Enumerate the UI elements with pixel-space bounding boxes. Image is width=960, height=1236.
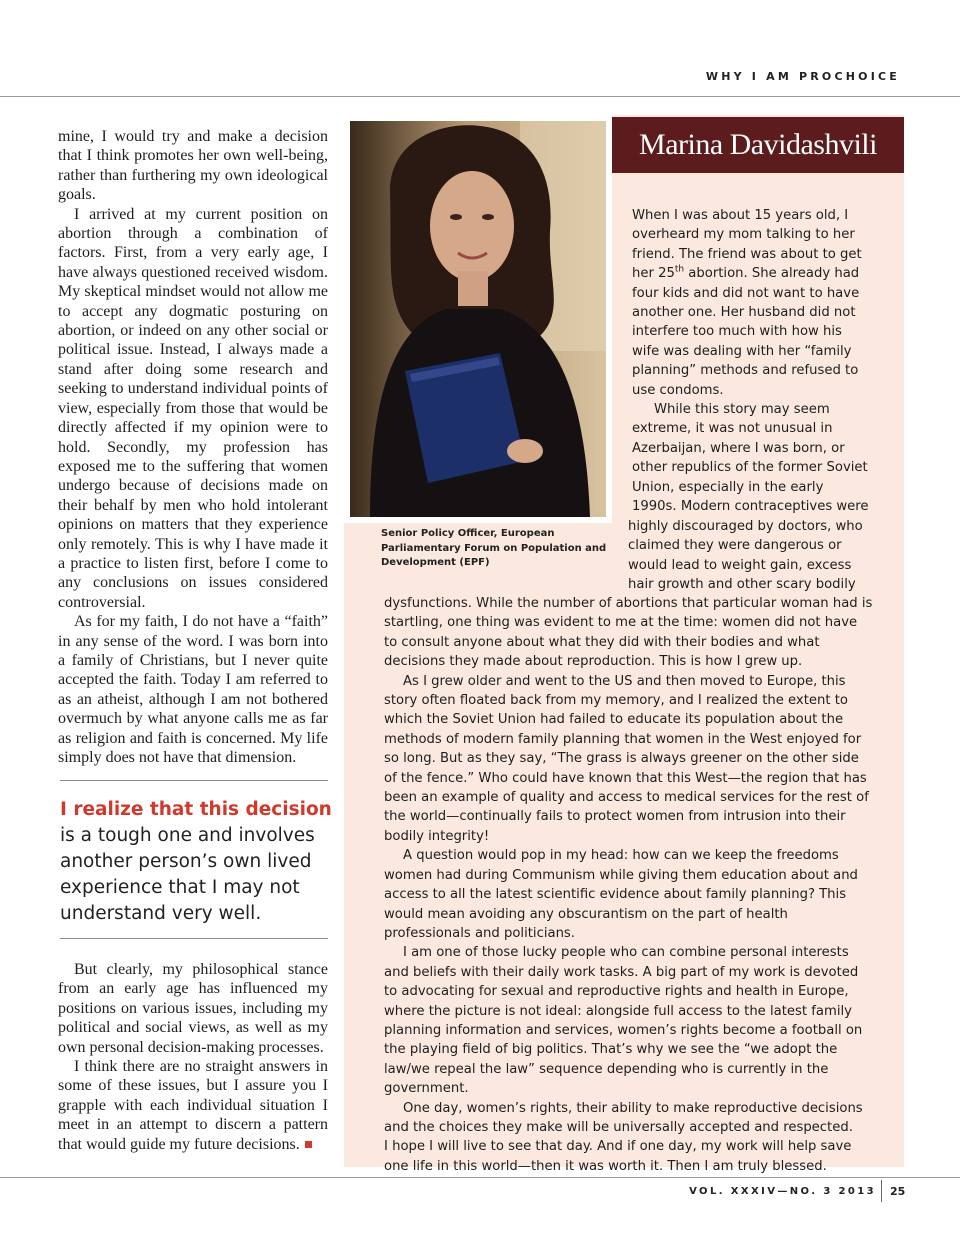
left-paragraph: mine, I would try and make a decision that I think promotes her own well-being, rather than furthering my own ideological goals. bbox=[58, 128, 328, 204]
portrait-illustration bbox=[350, 121, 606, 517]
profile-name-banner bbox=[612, 117, 904, 173]
page-number: 25 bbox=[890, 1185, 906, 1198]
body-paragraph: A question would pop in my head: how can we keep the freedoms women had during Communism while giving them education about and access to all the latest scientific evidence about family planning? This would mean avoiding any obscurantism on the part of health professionals and politicians. bbox=[384, 848, 858, 941]
profile-photo bbox=[350, 121, 606, 517]
ordinal-suffix: th bbox=[674, 264, 685, 275]
bottom-rule bbox=[0, 1177, 960, 1178]
left-paragraph: But clearly, my philosophical stance from an early age has influenced my positions on various issues, including my political and social views, as well as my own personal decision-making processes. bbox=[58, 961, 328, 1056]
profile-intro bbox=[632, 206, 872, 517]
profile-name: Marina Davidashvili bbox=[639, 128, 877, 161]
wrap-paragraph: highly discouraged by doctors, who claimed they were dangerous or would lead to weight gain, excess hair growth and other scary bodily bbox=[628, 519, 863, 593]
pullquote-rule-bottom bbox=[60, 938, 328, 939]
intro-paragraph-2: While this story may seem extreme, it was not unusual in Azerbaijan, where I was born, or other republics of the former Soviet Union, especially in the early 1990s. Modern contraceptives were bbox=[632, 402, 869, 515]
left-column-text-continued bbox=[58, 960, 328, 1154]
pullquote-rule-top bbox=[60, 780, 328, 781]
top-rule bbox=[0, 96, 960, 97]
profile-body bbox=[384, 594, 874, 1176]
left-paragraph: I arrived at my current position on abortion through a combination of factors. First, from a very early age, I have always questioned received wisdom. My skeptical mindset would not allow me to accept any dogmatic posturing on abortion, or indeed on any other social or political issue. Instead, I always made a stand after doing some research and seeking to understand individual points of view, especially from those that would be directly affected if my opinion were to hold. Secondly, my profession has exposed me to the suffering that women undergo because of decisions made on their behalf by men who hold intolerant opinions on matters that they experience only remotely. This is why I have made it a practice to listen first, before I come to any conclusions on issues considered controversial. bbox=[58, 205, 328, 611]
intro-paragraph bbox=[632, 206, 872, 400]
body-paragraph: As I grew older and went to the US and then moved to Europe, this story often floated back from my memory, and I realized the extent to which the Soviet Union had failed to educate its population about the methods of modern family planning that women in the West enjoyed for so long. But as they say, “The grass is always greener on the other side of the fence.” Who could have known that this West—the region that has been an example of quality and access to medical services for the rest of the world—continually fails to protect women from intrusion into their bodily integrity! bbox=[384, 673, 869, 844]
left-paragraph bbox=[58, 1057, 328, 1154]
body-closing: I hope I will live to see that day. And if one day, my work will help save one life in this world—then it was worth it. Then I am truly blessed. bbox=[384, 1139, 852, 1174]
pullquote-text: is a tough one and involves another person’s own lived experience that I may not understand very well. bbox=[60, 825, 315, 924]
body-paragraph: I am one of those lucky people who can combine personal interests and beliefs with their daily work tasks. A big part of my work is devoted to advocating for sexual and reproductive rights and health in Europe, where the picture is not ideal: alongside full access to the latest family planning information and services, women’s rights become a football on the playing field of big politics. That’s why we see the “we adopt the law/we repeal the law” sequence depending who is currently in the government. bbox=[384, 945, 863, 1097]
footer-divider bbox=[881, 1180, 882, 1202]
left-paragraph: As for my faith, I do not have a “faith” in any sense of the word. I was born into a family of Christians, but I never quite accepted the faith. Today I am referred to as an atheist, although I am not bothered overmuch by what anyone calls me as far as religion and faith is concerned. My life simply does not have that dimension. bbox=[58, 613, 328, 766]
photo-caption: Senior Policy Officer, European Parliamentary Forum on Population and Development (EPF) bbox=[381, 528, 607, 568]
pullquote bbox=[60, 797, 335, 927]
intro-text: When I was about 15 years old, I overheard my mom talking to her friend. The friend was about to get her 25 bbox=[632, 208, 862, 282]
left-closing-text: I think there are no straight answers in some of these issues, but I assure you I grapple with each individual situation I meet in an attempt to discern a pattern that would guide my future decisions. bbox=[58, 1058, 328, 1153]
profile-wrap-text bbox=[628, 517, 878, 595]
pullquote-highlight: I realize that this decision bbox=[60, 799, 332, 820]
body-paragraph: dysfunctions. While the number of abortions that particular woman had is startling, one thing was evident to me at the time: women did not have to consult anyone about what they did with their bodies and what decisions they made about reproduction. This is how I grew up. bbox=[384, 596, 873, 670]
body-paragraph: One day, women’s rights, their ability to make reproductive decisions and the choices they make will be universally accepted and respected. bbox=[384, 1100, 863, 1135]
end-mark-icon bbox=[305, 1141, 312, 1148]
running-head: WHY I AM PROCHOICE bbox=[705, 70, 900, 83]
left-column-text bbox=[58, 127, 328, 767]
issue-info: VOL. XXXIV—NO. 3 2013 bbox=[689, 1186, 876, 1197]
intro-text-continued: abortion. She already had four kids and did not want to have another one. Her husband did not interfere too much with how his wife was dealing with her “family planning” methods and refused to use condoms. bbox=[632, 266, 860, 398]
